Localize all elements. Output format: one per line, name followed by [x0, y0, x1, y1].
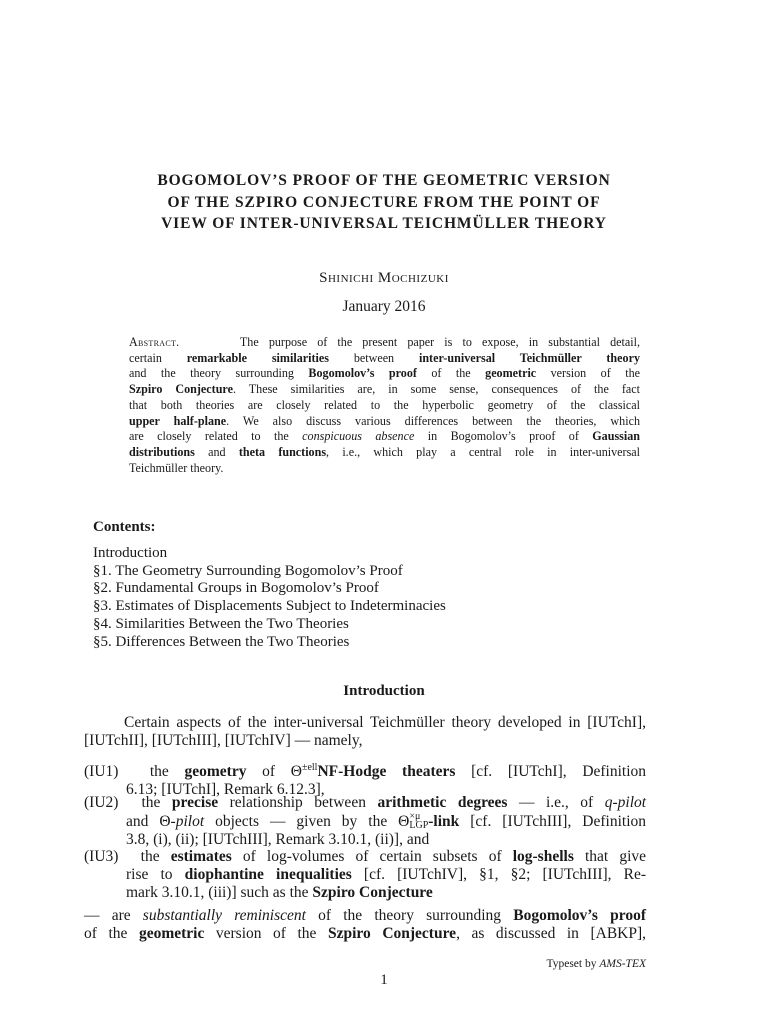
body-line: and Θ-pilot objects — given by the Θ ×μ LGP -link [cf. [IUTchIII], Definition — [126, 810, 647, 831]
body-line: — are substantially reminiscent of the theory surrounding Bogomolov’s proof — [84, 907, 646, 924]
body-line: mark 3.10.1, (iii)] such as the Szpiro Conjecture — [126, 883, 433, 901]
abstract — [129, 335, 640, 476]
typeset-credit: Typeset by AMS-TEX — [546, 958, 646, 970]
toc-item: §3. Estimates of Displacements Subject to Indeterminacies — [93, 598, 446, 615]
publication-date: January 2016 — [342, 298, 426, 315]
body-line: rise to diophantine inequalities [cf. [IUTchIV], §1, §2; [IUTchIII], Re- — [126, 865, 647, 883]
body-line: of the geometric version of the Szpiro Conjecture, as discussed in [ABKP], — [84, 924, 647, 942]
list-item-iu1 — [84, 759, 646, 799]
title-line: BOGOMOLOV’S PROOF OF THE GEOMETRIC VERSION — [157, 172, 611, 189]
body-line: Certain aspects of the inter-universal Teichmüller theory developed in [IUTchI], — [124, 714, 646, 731]
abstract-line: and the theory surrounding Bogomolov’s proof of the geometric version of the — [129, 366, 640, 381]
intro-paragraph-1 — [84, 714, 646, 750]
abstract-label: Abstract. — [129, 335, 180, 349]
page-number: 1 — [380, 972, 388, 988]
title-line: OF THE SZPIRO CONJECTURE FROM THE POINT OF — [167, 193, 601, 211]
body-line: (IU1) the geometry of $\Theta^{\pm ell}NF$-Hodge theaters [cf. [IUTchI], Definition — [84, 762, 647, 780]
item-label: (IU3) — [84, 848, 119, 865]
author-name: Shinichi Mochizuki — [319, 270, 449, 286]
body-line: (IU2) the precise relationship between arithmetic degrees — i.e., of q-pilot — [84, 794, 647, 811]
abstract-line: Teichmüller theory. — [129, 460, 224, 475]
body-line: (IU3) the estimates of log-volumes of certain subsets of log-shells that give — [84, 848, 647, 865]
body-line: [IUTchII], [IUTchIII], [IUTchIV] — namely, — [84, 731, 363, 749]
contents-heading: Contents: — [93, 519, 156, 535]
list-item-iu3 — [84, 848, 646, 901]
abstract-line: distributions and theta functions, i.e., which play a central role in inter-universal — [129, 444, 641, 459]
toc-item: §5. Differences Between the Two Theories — [93, 633, 350, 650]
paper-title — [80, 170, 688, 235]
amstex-logo: AMS-TEX — [599, 958, 646, 970]
body-line: 3.8, (i), (ii); [IUTchIII], Remark 3.10.1, (ii)], and — [126, 830, 430, 848]
list-item-iu2 — [84, 794, 646, 848]
item-label: (IU1) — [84, 763, 119, 780]
toc-item: Introduction — [93, 545, 168, 561]
title-line: VIEW OF INTER-UNIVERSAL TEICHMÜLLER THEORY — [161, 215, 607, 232]
toc-item: §4. Similarities Between the Two Theories — [93, 615, 349, 632]
abstract-line: are closely related to the conspicuous absence in Bogomolov’s proof of Gaussian — [129, 429, 640, 444]
body-line: 6.13; [IUTchI], Remark 6.12.3], — [126, 780, 325, 798]
intro-paragraph-2 — [84, 907, 646, 943]
abstract-line: Szpiro Conjecture. These similarities are, in some sense, consequences of the fact — [129, 382, 640, 397]
toc-item: §1. The Geometry Surrounding Bogomolov’s Proof — [93, 562, 403, 579]
abstract-line: certain remarkable similarities between inter-universal Teichmüller theory — [129, 350, 640, 365]
section-heading-introduction: Introduction — [343, 683, 425, 699]
toc-item: §2. Fundamental Groups in Bogomolov’s Proof — [93, 580, 379, 597]
abstract-line: upper half-plane. We also discuss various differences between the theories, which — [129, 413, 640, 428]
abstract-line: Abstract. The purpose of the present paper is to expose, in substantial detail, — [129, 335, 640, 349]
table-of-contents — [93, 545, 446, 651]
abstract-line: that both theories are closely related to the hyperbolic geometry of the classical — [129, 397, 640, 412]
item-label: (IU2) — [84, 794, 119, 811]
